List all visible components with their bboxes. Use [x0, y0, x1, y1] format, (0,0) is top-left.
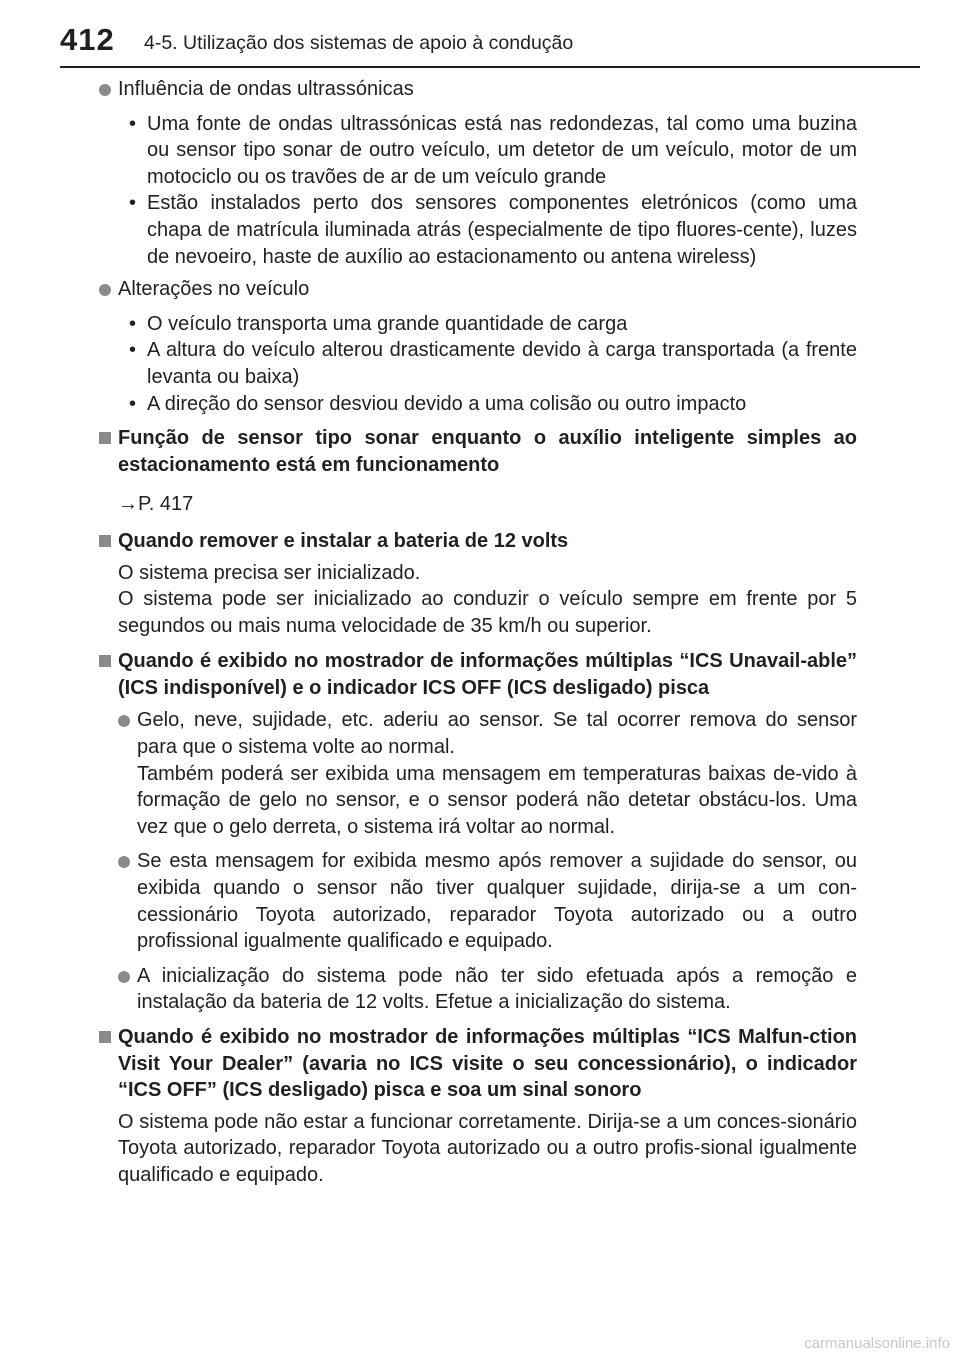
battery-text-1: O sistema precisa ser inicializado.	[118, 561, 421, 584]
list-item: • O veículo transporta uma grande quantidade de carga	[129, 311, 857, 338]
ics-malfunction-section	[99, 1024, 857, 1189]
square-bullet-icon	[99, 432, 111, 444]
ultrasonic-list	[99, 111, 857, 271]
sonar-heading: Função de sensor tipo sonar enquanto o auxílio inteligente simples ao estacionamento está em funcionamento	[118, 427, 857, 476]
bullet-dot-icon: •	[129, 192, 137, 215]
circle-bullet-icon	[99, 84, 111, 96]
bullet-dot-icon: •	[129, 112, 137, 135]
page-content	[99, 76, 857, 1189]
battery-text-2: O sistema pode ser inicializado ao conduzir o veículo sempre em frente por 5 segundos ou mais numa velocidade de 35 km/h ou superior.	[118, 588, 857, 637]
vehicle-changes-list	[99, 311, 857, 417]
page-reference: →P. 417	[118, 493, 194, 516]
circle-bullet-icon	[118, 856, 130, 868]
ultrasonic-title: Influência de ondas ultrassónicas	[118, 78, 414, 100]
watermark: carmanualsonline.info	[804, 1335, 950, 1352]
vehicle-changes-section	[99, 276, 857, 303]
ics-malfunction-text: O sistema pode não estar a funcionar corretamente. Dirija-se a um conces-sionário Toyota autorizado, reparador Toyota autorizado ou a outro profis-sional igualmente qualificado e equipado.	[118, 1110, 857, 1186]
ics-unavailable-section	[99, 648, 857, 701]
vehicle-changes-title: Alterações no veículo	[118, 278, 310, 301]
bullet-dot-icon: •	[129, 312, 137, 335]
circle-bullet-icon	[99, 284, 111, 296]
ics-unavailable-item: A inicialização do sistema pode não ter sido efetuada após a remoção e instalação da bateria de 12 volts. Efetue a inicialização do sistema.	[118, 963, 857, 1016]
circle-bullet-icon	[118, 715, 130, 727]
square-bullet-icon	[99, 535, 111, 547]
ics-malfunction-heading: Quando é exibido no mostrador de informações múltiplas “ICS Malfun-ction Visit Your Dealer” (avaria no ICS visite o seu concessionário), o indicador “ICS OFF” (ICS desligado) pisca e soa um sinal sonoro	[118, 1026, 857, 1102]
list-item: • Uma fonte de ondas ultrassónicas está nas redondezas, tal como uma buzina ou sensor tipo sonar de outro veículo, um detetor de um veículo, motor de um motociclo ou os travões de ar de um veículo grande	[129, 112, 857, 188]
sonar-section	[99, 425, 857, 518]
list-item: • Estão instalados perto dos sensores componentes eletrónicos (como uma chapa de matrícula iluminada atrás (especialmente de tipo fluores-cente), luzes de nevoeiro, haste de auxílio ao estacionamento ou antena wireless)	[129, 192, 857, 268]
ics-unavailable-item: Se esta mensagem for exibida mesmo após remover a sujidade do sensor, ou exibida quando o sensor não tiver qualquer sujidade, dirija-se a um con-cessionário Toyota autorizado, reparador Toyota autorizado ou a outro profissional igualmente qualificado e equipado.	[118, 848, 857, 954]
bullet-dot-icon: •	[129, 339, 137, 362]
circle-bullet-icon	[118, 971, 130, 983]
square-bullet-icon	[99, 655, 111, 667]
list-item: • A altura do veículo alterou drasticamente devido à carga transportada (a frente levanta ou baixa)	[129, 339, 857, 388]
bullet-dot-icon: •	[129, 392, 137, 415]
list-item: • A direção do sensor desviou devido a uma colisão ou outro impacto	[129, 391, 857, 418]
ics-unavailable-item: Gelo, neve, sujidade, etc. aderiu ao sensor. Se tal ocorrer remova do sensor para que o sistema volte ao normal. Também poderá ser exibida uma mensagem em temperaturas baixas de-vido à formação de gelo no sensor, e o sensor poderá não detetar obstácu-los. Uma vez que o gelo derreta, o sistema irá voltar ao normal.	[118, 707, 857, 840]
battery-heading: Quando remover e instalar a bateria de 12 volts	[118, 529, 569, 552]
section-title: 4-5. Utilização dos sistemas de apoio à condução	[144, 32, 574, 54]
ics-unavailable-heading: Quando é exibido no mostrador de informações múltiplas “ICS Unavail-able” (ICS indisponível) e o indicador ICS OFF (ICS desligado) pisca	[118, 650, 857, 699]
page-number: 412	[60, 22, 115, 57]
page-header	[60, 22, 920, 68]
ultrasonic-section	[99, 76, 857, 103]
square-bullet-icon	[99, 1031, 111, 1043]
battery-section	[99, 528, 857, 639]
